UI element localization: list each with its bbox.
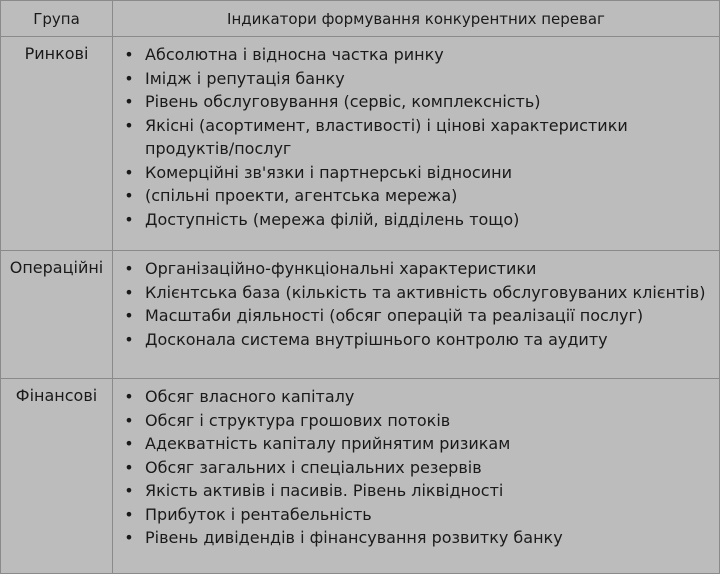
group-cell: Фінансові [1, 379, 113, 574]
bullet-icon: • [124, 115, 134, 135]
table-row [1, 37, 720, 251]
list-item-text: Якісні (асортимент, властивості) і цінові характеристики продуктів/послуг [145, 115, 628, 158]
header-group: Група [1, 1, 113, 37]
group-cell: Ринкові [1, 37, 113, 251]
list-item-text: Організаційно-функціональні характеристики [145, 259, 537, 278]
header-row [1, 1, 720, 37]
list-item [121, 385, 713, 409]
list-item [121, 161, 713, 185]
list-item [121, 281, 713, 305]
list-item [121, 456, 713, 480]
bullet-icon: • [124, 306, 134, 325]
list-item [121, 67, 713, 91]
list-item [121, 304, 713, 328]
indicator-list [121, 43, 713, 231]
list-item-text: Рівень дивідендів і фінансування розвитку банку [145, 528, 563, 547]
indicator-list [121, 257, 713, 351]
bullet-icon: • [124, 504, 134, 524]
list-item-text: Адекватність капіталу прийнятим ризикам [145, 434, 511, 453]
list-item [121, 526, 713, 550]
list-item-text: Якість активів і пасивів. Рівень ліквідності [145, 481, 504, 500]
list-item-text: Клієнтська база (кількість та активність обслуговуваних клієнтів) [145, 282, 706, 302]
bullet-icon: • [124, 329, 134, 349]
list-item [121, 328, 713, 352]
list-item-text: Рівень обслуговування (сервіс, комплексність) [145, 92, 541, 111]
bullet-icon: • [124, 186, 134, 205]
list-item-text: Доступність (мережа філій, відділень тощо) [145, 209, 520, 229]
list-item-text: Абсолютна і відносна частка ринку [145, 45, 444, 64]
list-item-text: Комерційні зв'язки і партнерські відносини [145, 162, 512, 182]
list-item-text: Обсяг власного капіталу [145, 387, 355, 406]
list-item [121, 409, 713, 433]
list-item [121, 479, 713, 503]
bullet-icon: • [124, 45, 134, 64]
table-row [1, 379, 720, 574]
bullet-icon: • [124, 434, 134, 453]
list-item [121, 257, 713, 281]
bullet-icon: • [124, 387, 134, 406]
bullet-icon: • [124, 92, 134, 111]
bullet-icon: • [124, 259, 134, 278]
list-item-text: Обсяг і структура грошових потоків [145, 410, 451, 430]
list-item [121, 208, 713, 232]
indicators-cell [113, 37, 720, 251]
indicator-list [121, 385, 713, 550]
list-item-text: Прибуток і рентабельність [145, 504, 372, 524]
list-item [121, 90, 713, 114]
list-item-text: Обсяг загальних і спеціальних резервів [145, 457, 482, 477]
bullet-icon: • [124, 410, 134, 430]
list-item [121, 432, 713, 456]
bullet-icon: • [124, 481, 134, 500]
list-item [121, 114, 713, 161]
bullet-icon: • [124, 457, 134, 477]
table-row [1, 251, 720, 379]
group-cell: Операційні [1, 251, 113, 379]
list-item [121, 184, 713, 208]
bullet-icon: • [124, 209, 134, 229]
list-item-text: Масштаби діяльності (обсяг операцій та реалізації послуг) [145, 306, 644, 325]
header-indicators: Індикатори формування конкурентних переваг [113, 1, 720, 37]
bullet-icon: • [124, 68, 134, 88]
list-item [121, 503, 713, 527]
indicators-cell [113, 251, 720, 379]
bullet-icon: • [124, 162, 134, 182]
bullet-icon: • [124, 528, 134, 547]
indicators-cell [113, 379, 720, 574]
list-item-text: Імідж і репутація банку [145, 68, 345, 88]
bullet-icon: • [124, 282, 134, 302]
list-item-text: Досконала система внутрішнього контролю та аудиту [145, 329, 608, 349]
list-item [121, 43, 713, 67]
list-item-text: (спільні проекти, агентська мережа) [145, 186, 458, 205]
